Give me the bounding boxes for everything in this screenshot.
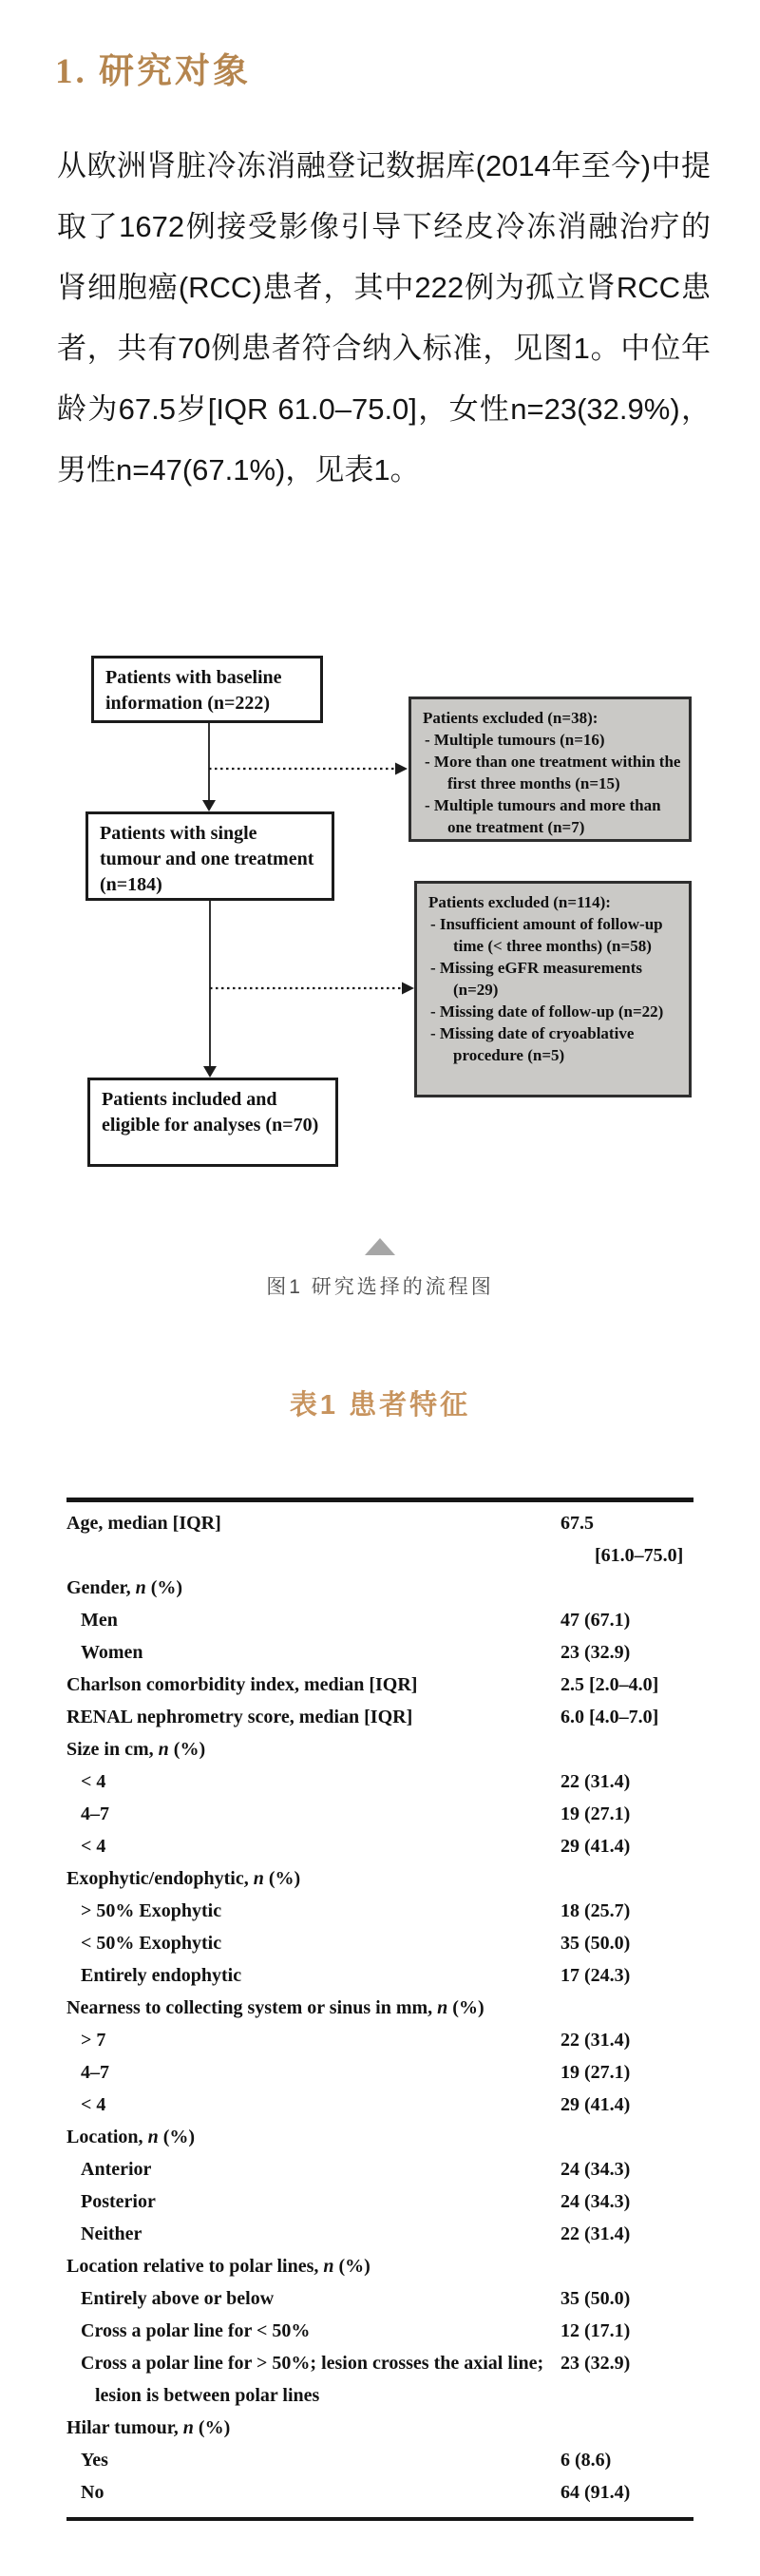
row-label: Cross a polar line for > 50%; lesion crosses the axial line; lesion is between polar lines bbox=[81, 2353, 544, 2406]
excluded-title: Patients excluded (n=38): bbox=[423, 709, 598, 727]
arrow-down-icon bbox=[202, 800, 216, 811]
arrow-right-icon bbox=[395, 763, 408, 775]
table-row bbox=[66, 1733, 694, 1765]
table-row bbox=[66, 1992, 694, 2024]
row-value: 23 (32.9) bbox=[560, 1642, 631, 1663]
row-label: Gender, n (%) bbox=[66, 1577, 183, 1598]
flow-box-single-tumour: Patients with single tumour and one treatment (n=184) bbox=[86, 811, 334, 901]
section-heading: 1. 研究对象 bbox=[55, 52, 251, 91]
row-label: No bbox=[81, 2482, 104, 2503]
excluded-item: - Insufficient amount of follow-up time (< three months) (n=58) bbox=[430, 915, 663, 955]
row-label: Location, n (%) bbox=[66, 2127, 196, 2147]
row-label: Location relative to polar lines, n (%) bbox=[66, 2256, 370, 2277]
table-row bbox=[66, 1927, 694, 1959]
table-row bbox=[66, 2476, 694, 2509]
row-label: Entirely endophytic bbox=[81, 1965, 242, 1986]
table-row bbox=[66, 2282, 694, 2315]
row-label: < 4 bbox=[81, 2094, 106, 2115]
table-row bbox=[66, 2315, 694, 2347]
table-row bbox=[66, 2024, 694, 2056]
row-value: 22 (31.4) bbox=[560, 1771, 631, 1792]
row-value: 47 (67.1) bbox=[560, 1610, 631, 1631]
table-body bbox=[66, 1507, 694, 2509]
figure1-caption: 图1 研究选择的流程图 bbox=[266, 1276, 494, 1298]
table-row bbox=[66, 1604, 694, 1636]
table-row bbox=[66, 1701, 694, 1733]
row-label: 4–7 bbox=[81, 2062, 109, 2083]
row-value: 18 (25.7) bbox=[560, 1900, 631, 1921]
table-row bbox=[66, 2089, 694, 2121]
row-value: 22 (31.4) bbox=[560, 2030, 631, 2051]
flow-box-excluded-114 bbox=[414, 881, 692, 1097]
row-label: RENAL nephrometry score, median [IQR] bbox=[66, 1707, 413, 1727]
table-row bbox=[66, 2250, 694, 2282]
arrow-right-icon bbox=[402, 983, 414, 995]
row-value: 67.5 [61.0–75.0] bbox=[560, 1507, 694, 1572]
table1-title: 表1 患者特征 bbox=[289, 1390, 471, 1421]
table-row bbox=[66, 1798, 694, 1830]
row-label: Size in cm, n (%) bbox=[66, 1739, 206, 1760]
row-value: 64 (91.4) bbox=[560, 2482, 631, 2503]
excluded-item: - More than one treatment within the first three months (n=15) bbox=[425, 753, 681, 792]
flow-box-included: Patients included and eligible for analyses (n=70) bbox=[87, 1078, 338, 1167]
excluded-item: - Multiple tumours (n=16) bbox=[425, 731, 605, 749]
row-label: 4–7 bbox=[81, 1803, 109, 1824]
row-value: 19 (27.1) bbox=[560, 2062, 631, 2083]
row-value: 35 (50.0) bbox=[560, 1933, 631, 1954]
row-label: Cross a polar line for < 50% bbox=[81, 2320, 311, 2341]
row-label: Posterior bbox=[81, 2191, 156, 2212]
table1 bbox=[66, 1498, 694, 2521]
table-row bbox=[66, 1862, 694, 1895]
table-row bbox=[66, 1959, 694, 1992]
excluded-item: - Missing date of cryoablative procedure (n=5) bbox=[430, 1024, 635, 1064]
table-row bbox=[66, 2218, 694, 2250]
table-row bbox=[66, 2347, 694, 2412]
row-label: < 50% Exophytic bbox=[81, 1933, 222, 1954]
row-label: Exophytic/endophytic, n (%) bbox=[66, 1868, 301, 1889]
table-row bbox=[66, 1765, 694, 1798]
row-value: 24 (34.3) bbox=[560, 2159, 631, 2180]
row-label: Women bbox=[81, 1642, 143, 1663]
excluded-title: Patients excluded (n=114): bbox=[428, 893, 611, 911]
row-label: Men bbox=[81, 1610, 118, 1631]
body-paragraph: 从欧洲肾脏冷冻消融登记数据库(2014年至今)中提取了1672例接受影像引导下经皮冷冻消融治疗的肾细胞癌(RCC)患者，其中222例为孤立肾RCC患者，共有70例患者符合纳入标准，见图1。中位年龄为67.5岁[IQR 61.0–75.0]，女性n=23(32.9%)，男性n=47(67.1%)，见表1。 bbox=[57, 149, 711, 487]
table-row bbox=[66, 1895, 694, 1927]
row-label: Yes bbox=[81, 2450, 108, 2471]
excluded-item: - Multiple tumours and more than one treatment (n=7) bbox=[425, 796, 661, 836]
table-row bbox=[66, 2056, 694, 2089]
row-value: 6.0 [4.0–7.0] bbox=[560, 1707, 659, 1727]
row-value: 6 (8.6) bbox=[560, 2450, 612, 2471]
table-row bbox=[66, 1669, 694, 1701]
row-value-line2: [61.0–75.0] bbox=[595, 1545, 684, 1566]
collapse-triangle-wrap bbox=[0, 1238, 760, 1260]
row-value: 24 (34.3) bbox=[560, 2191, 631, 2212]
excluded-items bbox=[428, 913, 681, 1066]
table-row bbox=[66, 1636, 694, 1669]
row-value: 19 (27.1) bbox=[560, 1803, 631, 1824]
row-label: Nearness to collecting system or sinus in mm, n (%) bbox=[66, 1997, 484, 2018]
table-row bbox=[66, 2412, 694, 2444]
flow-box-excluded-38 bbox=[408, 696, 692, 842]
row-value: 29 (41.4) bbox=[560, 2094, 631, 2115]
row-value: 2.5 [2.0–4.0] bbox=[560, 1674, 659, 1695]
table-row bbox=[66, 1572, 694, 1604]
table-row bbox=[66, 2121, 694, 2153]
row-label: Hilar tumour, n (%) bbox=[66, 2417, 231, 2438]
excluded-item: - Missing date of follow-up (n=22) bbox=[430, 1002, 664, 1021]
row-value: 22 (31.4) bbox=[560, 2223, 631, 2244]
row-label: < 4 bbox=[81, 1836, 106, 1857]
table-row bbox=[66, 2444, 694, 2476]
arrow-down-icon bbox=[203, 1066, 217, 1078]
flow-box-baseline: Patients with baseline information (n=222) bbox=[91, 656, 323, 723]
row-label: Entirely above or below bbox=[81, 2288, 275, 2309]
figure1-flowchart bbox=[0, 654, 760, 1167]
row-value: 29 (41.4) bbox=[560, 1836, 631, 1857]
table-row bbox=[66, 1830, 694, 1862]
row-value: 12 (17.1) bbox=[560, 2320, 631, 2341]
row-value: 17 (24.3) bbox=[560, 1965, 631, 1986]
row-label: Anterior bbox=[81, 2159, 152, 2180]
row-label: Neither bbox=[81, 2223, 142, 2244]
row-label: < 4 bbox=[81, 1771, 106, 1792]
row-value: 35 (50.0) bbox=[560, 2288, 631, 2309]
table-row bbox=[66, 1507, 694, 1572]
table-row bbox=[66, 2153, 694, 2185]
excluded-items bbox=[423, 729, 681, 838]
row-label: > 7 bbox=[81, 2030, 106, 2051]
excluded-item: - Missing eGFR measurements (n=29) bbox=[430, 959, 643, 999]
row-value: 23 (32.9) bbox=[560, 2353, 631, 2374]
table-row bbox=[66, 2185, 694, 2218]
triangle-up-icon bbox=[365, 1238, 395, 1255]
row-label: Age, median [IQR] bbox=[66, 1513, 221, 1534]
row-label: > 50% Exophytic bbox=[81, 1900, 222, 1921]
row-label: Charlson comorbidity index, median [IQR] bbox=[66, 1674, 418, 1695]
